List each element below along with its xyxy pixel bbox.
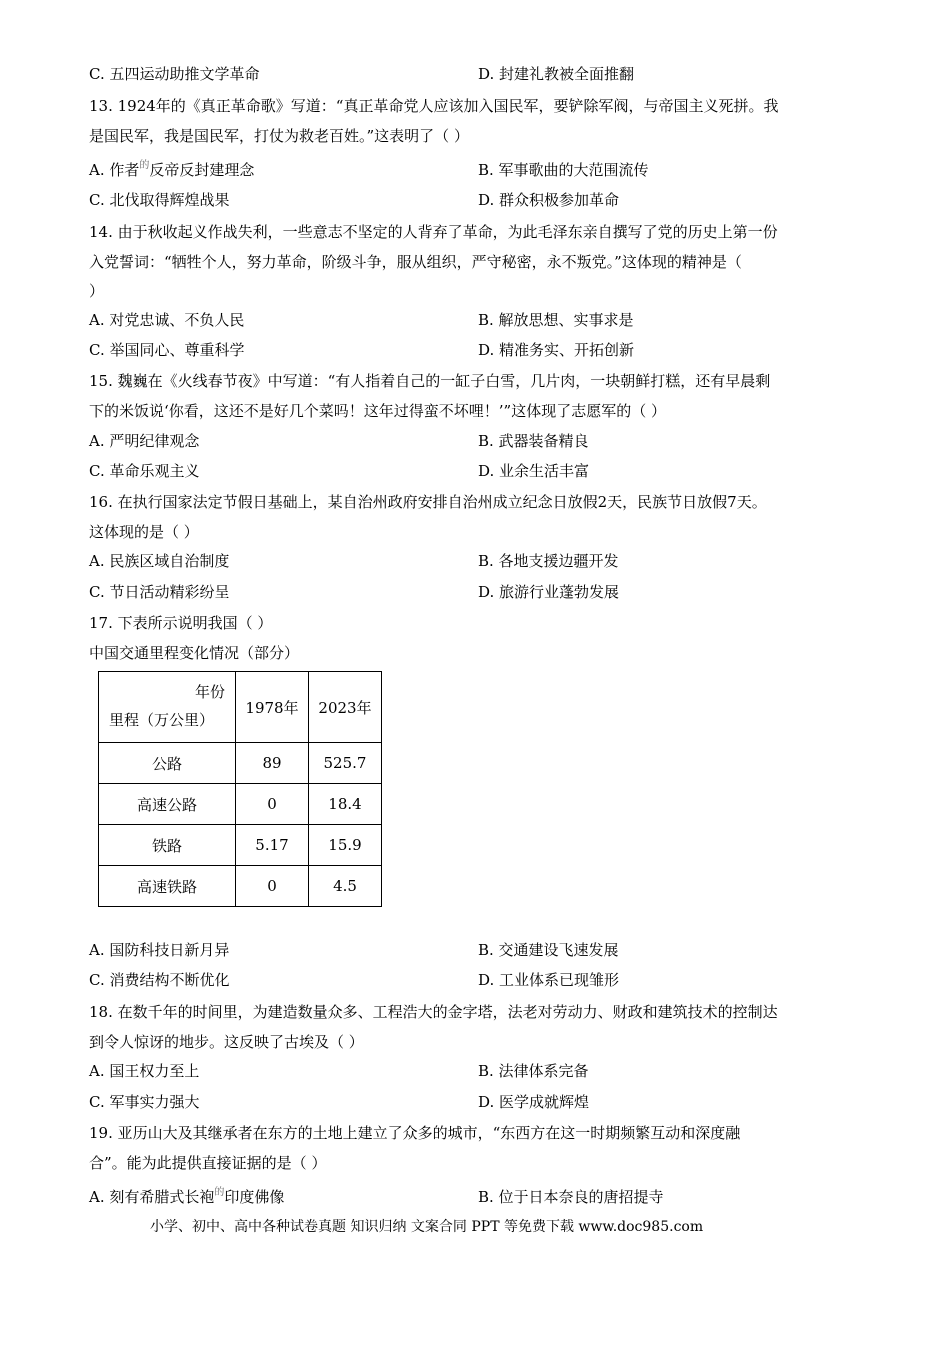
q17-options-row2	[89, 970, 869, 990]
q17-options-row1	[89, 940, 869, 960]
q17-option-d: D. 工业体系已现雏形	[478, 971, 620, 989]
q19-option-a-pre: A. 刻有希腊式长袍	[89, 1188, 215, 1206]
q15-options-row2	[89, 461, 869, 481]
q17-table-caption: 中国交通里程变化情况（部分）	[89, 644, 300, 662]
row-value-1978: 0	[236, 784, 309, 825]
q18-option-b: B. 法律体系完备	[478, 1062, 589, 1080]
q14-option-d: D. 精准务实、开拓创新	[478, 341, 635, 359]
q16-options-row2	[89, 582, 869, 602]
q13-option-b: B. 军事歌曲的大范围流传	[478, 161, 649, 179]
header-year-label: 年份	[194, 683, 225, 701]
row-value-2023: 18.4	[309, 784, 382, 825]
q14-stem-line3: ）	[89, 282, 105, 300]
q19-option-a	[89, 1187, 284, 1210]
q18-option-c: C. 军事实力强大	[89, 1093, 200, 1111]
q15-options-row1	[89, 431, 869, 451]
q17-option-a: A. 国防科技日新月异	[89, 941, 230, 959]
page-footer: 小学、初中、高中各种试卷真题 知识归纳 文案合同 PPT 等免费下载 www.doc985.com	[150, 1219, 704, 1235]
row-value-2023: 525.7	[309, 743, 382, 784]
q15-stem-line2: 下的米饭说‘你看，这还不是好几个菜吗！这年过得蛮不坏哩！’”这体现了志愿军的（ ）	[89, 402, 666, 420]
q14-options-row2	[89, 340, 869, 360]
q16-stem-line1: 16. 在执行国家法定节假日基础上，某自治州政府安排自治州成立纪念日放假2天，民族节日放假7天。	[89, 493, 767, 511]
q16-option-c: C. 节日活动精彩纷呈	[89, 583, 230, 601]
q13-option-a-pre: A. 作者	[89, 161, 140, 179]
q18-options-row1	[89, 1061, 869, 1081]
row-value-2023: 15.9	[309, 825, 382, 866]
q16-option-a: A. 民族区域自治制度	[89, 552, 230, 570]
row-name: 公路	[99, 743, 236, 784]
q12-option-d: D. 封建礼教被全面推翻	[478, 65, 635, 83]
table-corner-header	[99, 672, 236, 743]
q14-option-a: A. 对党忠诚、不负人民	[89, 311, 245, 329]
q16-option-d: D. 旅游行业蓬勃发展	[478, 583, 620, 601]
row-name: 高速铁路	[99, 866, 236, 907]
q15-option-a: A. 严明纪律观念	[89, 432, 200, 450]
q14-stem-line1: 14. 由于秋收起义作战失利，一些意志不坚定的人背弃了革命，为此毛泽东亲自撰写了党的历史上第一份	[89, 223, 778, 241]
q18-stem-line1: 18. 在数千年的时间里，为建造数量众多、工程浩大的金字塔，法老对劳动力、财政和建筑技术的控制达	[89, 1003, 778, 1021]
q18-options-row2	[89, 1092, 869, 1112]
header-unit-label: 里程（万公里）	[109, 711, 215, 729]
q19-option-a-post: 印度佛像	[224, 1188, 285, 1206]
q13-stem-line2: 是国民军，我是国民军，打仗为救老百姓。”这表明了（ ）	[89, 127, 469, 145]
table-header-row	[99, 672, 382, 743]
q14-stem-line2: 入党誓词：“牺牲个人，努力革命，阶级斗争，服从组织，严守秘密，永不叛党。”这体现的精神是（	[89, 253, 742, 271]
row-value-1978: 89	[236, 743, 309, 784]
q12-options-row	[89, 64, 869, 84]
q14-options-row1	[89, 310, 869, 330]
transport-mileage-table	[98, 671, 382, 907]
row-value-1978: 0	[236, 866, 309, 907]
q19-stem-line1: 19. 亚历山大及其继承者在东方的土地上建立了众多的城市，“东西方在这一时期频繁互动和深度融	[89, 1124, 741, 1142]
q15-option-d: D. 业余生活丰富	[478, 462, 590, 480]
q14-option-b: B. 解放思想、实事求是	[478, 311, 634, 329]
table-row	[99, 825, 382, 866]
q13-option-a	[89, 160, 254, 183]
q13-options-row1	[89, 160, 869, 180]
q13-stem-line1: 13. 1924年的《真正革命歌》写道：“真正革命党人应该加入国民军，要铲除军阀，与帝国主义死拼。我	[89, 97, 779, 115]
q19-stem-line2: 合”。能为此提供直接证据的是（ ）	[89, 1154, 327, 1172]
header-col-2023: 2023年	[309, 672, 382, 743]
q12-option-c: C. 五四运动助推文学革命	[89, 65, 260, 83]
q19-option-b: B. 位于日本奈良的唐招提寺	[478, 1188, 664, 1206]
q13-option-c: C. 北伐取得辉煌战果	[89, 191, 230, 209]
q18-stem-line2: 到令人惊讶的地步。这反映了古埃及（ ）	[89, 1033, 364, 1051]
q15-option-c: C. 革命乐观主义	[89, 462, 200, 480]
q16-option-b: B. 各地支援边疆开发	[478, 552, 619, 570]
q17-option-c: C. 消费结构不断优化	[89, 971, 230, 989]
header-col-1978: 1978年	[236, 672, 309, 743]
q16-options-row1	[89, 551, 869, 571]
q15-stem-line1: 15. 魏巍在《火线春节夜》中写道：“有人指着自己的一缸子白雪，几片肉，一块朝鲜打糕，还有早晨剩	[89, 372, 771, 390]
row-value-2023: 4.5	[309, 866, 382, 907]
q18-option-d: D. 医学成就辉煌	[478, 1093, 590, 1111]
table-row	[99, 866, 382, 907]
row-name: 铁路	[99, 825, 236, 866]
q19-options-row1	[89, 1187, 869, 1207]
q17-stem: 17. 下表所示说明我国（ ）	[89, 614, 273, 632]
q13-option-a-mark: 的	[139, 160, 150, 171]
q18-option-a: A. 国王权力至上	[89, 1062, 200, 1080]
q13-option-d: D. 群众积极参加革命	[478, 191, 620, 209]
q19-option-a-mark: 的	[214, 1187, 225, 1198]
q16-stem-line2: 这体现的是（ ）	[89, 523, 199, 541]
q13-option-a-post: 反帝反封建理念	[149, 161, 255, 179]
q13-options-row2	[89, 190, 869, 210]
row-name: 高速公路	[99, 784, 236, 825]
table-row	[99, 743, 382, 784]
q17-option-b: B. 交通建设飞速发展	[478, 941, 619, 959]
q15-option-b: B. 武器装备精良	[478, 432, 589, 450]
q14-option-c: C. 举国同心、尊重科学	[89, 341, 245, 359]
table-row	[99, 784, 382, 825]
row-value-1978: 5.17	[236, 825, 309, 866]
